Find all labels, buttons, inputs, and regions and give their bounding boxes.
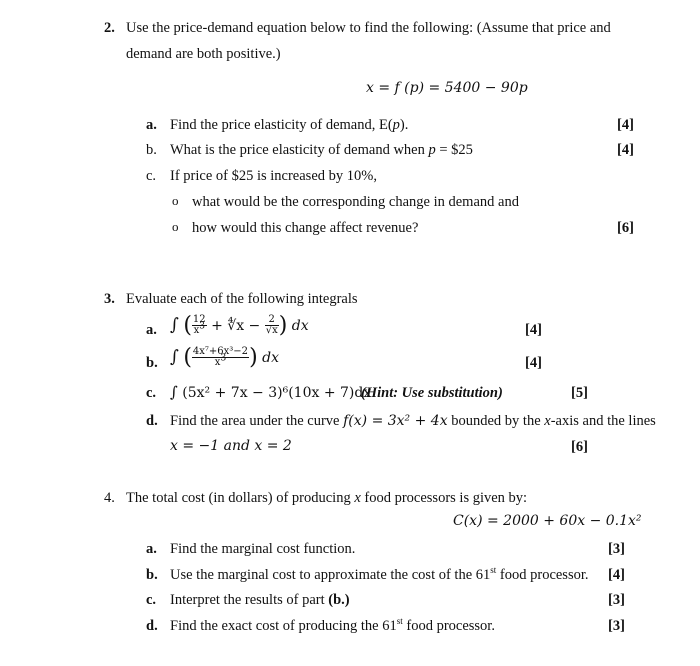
part-label: b. [146, 355, 158, 371]
question-number: 2. [104, 20, 115, 36]
part-text: Use the marginal cost to approximate the cost of the 61st food processor. [170, 565, 589, 583]
bullet-icon: o [172, 219, 179, 234]
part-text: Find the price elasticity of demand, E(p). [170, 117, 409, 133]
sub-item-text: how would this change affect revenue? [192, 220, 419, 236]
part-marks: [6] [617, 220, 634, 236]
part-marks: [5] [571, 385, 588, 401]
part-label: c. [146, 592, 157, 608]
part-label: c. [146, 168, 157, 184]
part-marks: [4] [525, 355, 542, 371]
part-marks: [4] [608, 567, 625, 583]
part-marks: [4] [617, 142, 634, 158]
part-label: b. [146, 567, 158, 583]
part-text: Interpret the results of part (b.) [170, 592, 350, 608]
part-label: a. [146, 117, 157, 133]
part-marks: [3] [608, 541, 625, 557]
bounds-line: x = −1 and x = 2 [170, 438, 292, 454]
cost-equation: C(x) = 2000 + 60x − 0.1x² [453, 513, 642, 529]
part-marks: [3] [608, 592, 625, 608]
part-label: a. [146, 541, 157, 557]
integral-expression: ∫ (5x² + 7x − 3)⁶(10x + 7)dx [170, 383, 372, 401]
part-text: What is the price elasticity of demand when p = $25 [170, 142, 473, 158]
integral-expression: ∫ ( $\frac{12}{x^3}$ + ∜x − $\frac{2}{√x}$ ) dx [170, 313, 309, 338]
integral-expression: ∫ ( $\frac{\text{4x⁷+6x³−2}}{x^3}$ ) dx [170, 345, 279, 370]
part-text: Find the exact cost of producing the 61st food processor. [170, 616, 495, 634]
hint-text: (Hint: Use substitution) [361, 385, 503, 401]
part-label: c. [146, 385, 157, 401]
part-marks: [4] [525, 322, 542, 338]
question-intro-line1: Use the price-demand equation below to find the following: (Assume that price and [126, 20, 611, 36]
part-marks: [6] [571, 439, 588, 455]
part-label: a. [146, 322, 157, 338]
demand-equation: x = f (p) = 5400 − 90p [366, 80, 528, 96]
part-text: Find the marginal cost function. [170, 541, 356, 557]
question-intro-line2: demand are both positive.) [126, 46, 281, 62]
part-label: b. [146, 142, 157, 158]
bullet-icon: o [172, 193, 179, 208]
sub-item-text: what would be the corresponding change in demand and [192, 194, 519, 210]
part-marks: [3] [608, 618, 625, 634]
question-number: 3. [104, 291, 115, 307]
question-intro: The total cost (in dollars) of producing x food processors is given by: [126, 490, 528, 506]
part-label: d. [146, 618, 158, 634]
question-number: 4. [104, 490, 115, 506]
part-marks: [4] [617, 117, 634, 133]
part-text: Find the area under the curve f(x) = 3x² + 4x bounded by the x-axis and the lines [170, 413, 656, 429]
part-label: d. [146, 413, 158, 429]
part-text: If price of $25 is increased by 10%, [170, 168, 377, 184]
question-intro: Evaluate each of the following integrals [126, 291, 358, 307]
